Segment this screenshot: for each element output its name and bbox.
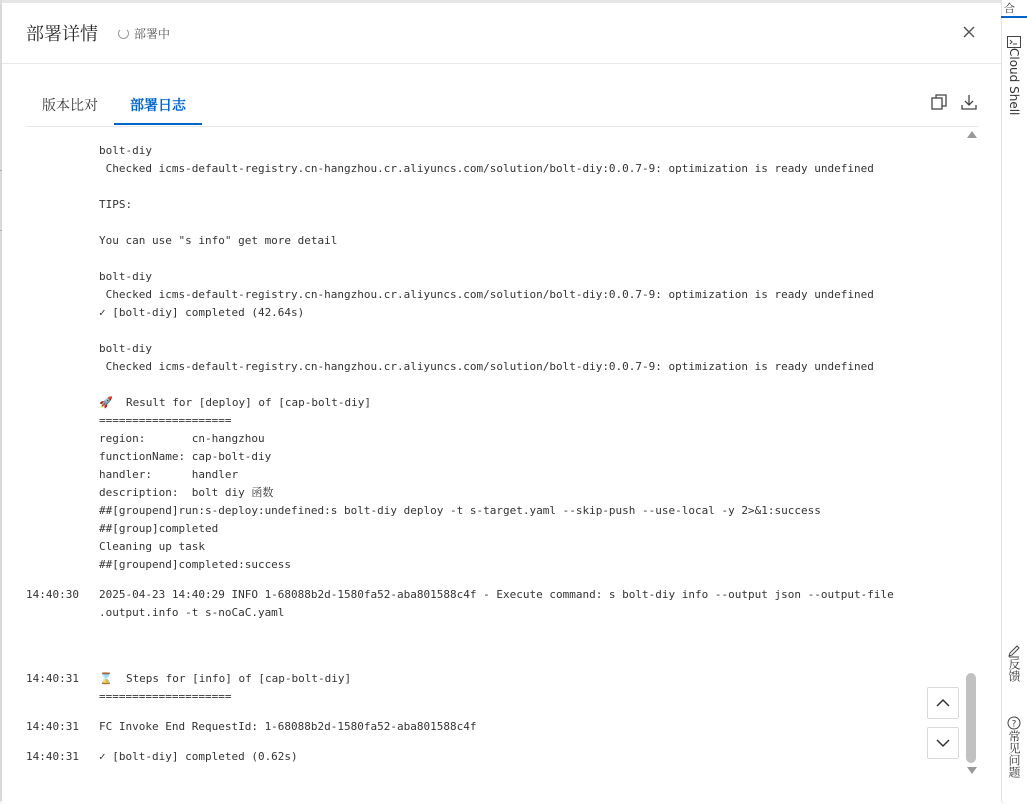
log-line: bolt-diy: [99, 342, 152, 355]
log-line: ====================: [99, 690, 232, 703]
rail-cloud-shell-label: Cloud Shell: [1007, 48, 1021, 116]
scrollbar-down-arrow-icon[interactable]: [967, 767, 977, 774]
rail-feedback[interactable]: [1003, 644, 1025, 682]
drawer-title: 部署详情: [26, 24, 98, 45]
log-line: 14:40:31 ⌛ Steps for [info] of [cap-bolt-diy]: [26, 672, 352, 685]
scrollbar-thumb[interactable]: [966, 673, 976, 763]
active-tab-indicator: [114, 123, 202, 125]
scroll-to-bottom-button[interactable]: [927, 727, 959, 759]
log-line: description: bolt diy 函数: [99, 486, 274, 499]
log-line: .output.info -t s-noCaC.yaml: [99, 606, 285, 619]
tab-deploy-log[interactable]: 部署日志: [130, 98, 186, 114]
chevron-down-icon: [928, 728, 958, 758]
svg-text:?: ?: [1011, 719, 1017, 730]
rail-active-indicator: [1001, 16, 1027, 18]
log-line: 14:40:31 FC Invoke End RequestId: 1-68088b2d-1580fa52-aba801588c4f: [26, 720, 477, 733]
deploy-detail-drawer: [2, 0, 1001, 804]
rail-faq-label: 常见问题: [1007, 730, 1021, 778]
copy-icon[interactable]: [930, 93, 948, 111]
log-line: 14:40:30 2025-04-23 14:40:29 INFO 1-68088b2d-1580fa52-aba801588c4f - Execute command: s bolt-diy info --output json --output-file: [26, 588, 894, 601]
deploy-status-label: 部署中: [134, 27, 171, 41]
terminal-icon: [1007, 36, 1021, 48]
deploy-log-panel[interactable]: [26, 127, 962, 787]
edit-icon: [1007, 644, 1021, 658]
log-line: Cleaning up task: [99, 540, 205, 553]
log-line: ##[group]completed: [99, 522, 219, 535]
rail-feedback-label: 反馈: [1007, 658, 1021, 682]
tab-bar: [26, 83, 978, 127]
loading-spinner-icon: [118, 28, 129, 39]
scroll-to-top-button[interactable]: [927, 687, 959, 719]
log-line: Checked icms-default-registry.cn-hangzhou.cr.aliyuncs.com/solution/bolt-diy:0.0.7-9: optimization is ready undefined: [99, 360, 874, 373]
help-icon: [1007, 716, 1021, 730]
log-line: You can use "s info" get more detail: [99, 234, 338, 247]
log-line: handler: handler: [99, 468, 239, 481]
log-line: bolt-diy: [99, 144, 152, 157]
tab-version-compare[interactable]: 版本比对: [42, 98, 98, 114]
download-icon[interactable]: [960, 93, 978, 111]
log-line: TIPS:: [99, 198, 133, 211]
drawer-header: [2, 3, 1001, 64]
log-line: 🚀 Result for [deploy] of [cap-bolt-diy]: [99, 396, 371, 409]
close-icon[interactable]: [960, 23, 978, 41]
log-line: region: cn-hangzhou: [99, 432, 265, 445]
rail-cloud-shell[interactable]: [1003, 36, 1025, 115]
log-line: ✓ [bolt-diy] completed (42.64s): [99, 306, 305, 319]
log-line: ##[groupend]run:s-deploy:undefined:s bolt-diy deploy -t s-target.yaml --skip-push --use-local -y 2>&1:success: [99, 504, 821, 517]
log-line: 14:40:31 ✓ [bolt-diy] completed (0.62s): [26, 750, 298, 763]
log-line: ##[groupend]completed:success: [99, 558, 292, 571]
log-line: Checked icms-default-registry.cn-hangzhou.cr.aliyuncs.com/solution/bolt-diy:0.0.7-9: optimization is ready undefined: [99, 288, 874, 301]
rail-faq[interactable]: [1003, 716, 1025, 778]
log-line: Checked icms-default-registry.cn-hangzhou.cr.aliyuncs.com/solution/bolt-diy:0.0.7-9: optimization is ready undefined: [99, 162, 874, 175]
rail-top-label[interactable]: 合: [1004, 2, 1015, 15]
log-line: functionName: cap-bolt-diy: [99, 450, 272, 463]
log-line: bolt-diy: [99, 270, 152, 283]
log-line: ====================: [99, 414, 232, 427]
scrollbar-up-arrow-icon[interactable]: [967, 131, 977, 138]
chevron-up-icon: [928, 688, 958, 718]
deploy-status: [118, 25, 170, 42]
